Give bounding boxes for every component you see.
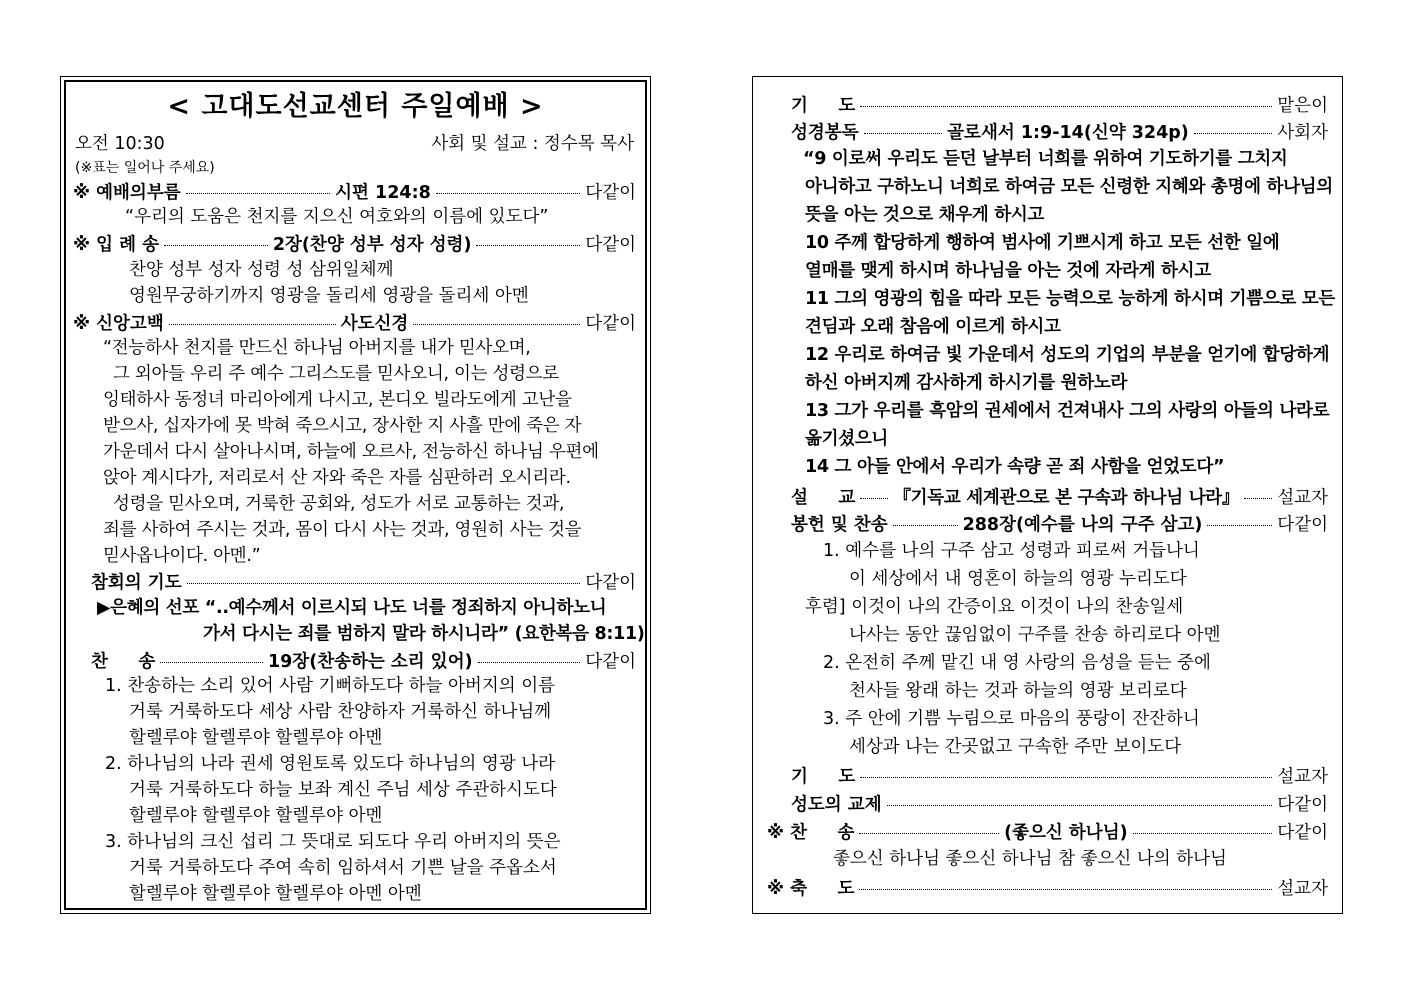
scripture-line: 11 그의 영광의 힘을 따라 모든 능력으로 능하게 하시며 기쁨으로 모든 [805,289,1336,309]
offering-hymn-line: 1. 예수를 나의 구주 삼고 성령과 피로써 거듭나니 [823,541,1200,561]
hymn-line: 할렐루야 할렐루야 할렐루야 아멘 [129,728,383,748]
leader-dots [859,833,999,834]
scripture-line: 14 그 아들 안에서 우리가 속량 곧 죄 사함을 얻었도다” [805,457,1225,477]
offering-hymn-line: 세상과 나는 간곳없고 구속한 주만 보이도다 [849,737,1182,757]
closing-hymn-text: 좋으신 하나님 좋으신 하나님 참 좋으신 나의 하나님 [833,849,1227,869]
offering-hymn-line: 3. 주 안에 기쁨 누림으로 마음의 풍랑이 잔잔하니 [823,709,1200,729]
opening-song-row [73,230,636,256]
scripture-line: 하신 아버지께 감사하게 하시기를 원하노라 [805,373,1128,393]
opening-song-line: 찬양 성부 성자 성령 성 삼위일체께 [129,260,394,280]
hymn-line: 거룩 거룩하도다 세상 사람 찬양하자 거룩하신 하나님께 [129,702,552,722]
hymn-line: 할렐루야 할렐루야 할렐루야 아멘 [129,806,383,826]
offering-performer: 다같이 [1277,514,1329,535]
scripture-reading-row [791,118,1328,144]
benediction-label: ※ 축 도 [767,878,855,899]
scripture-reading-label: 성경봉독 [791,122,859,143]
service-time: 오전 10:30 [75,134,165,154]
scripture-line: 견딤과 오래 참음에 이르게 하시고 [805,317,1061,337]
scripture-line: 13 그가 우리를 흑암의 권세에서 건져내사 그의 사랑의 아들의 나라로 [805,401,1330,421]
leader-dots [169,324,336,325]
creed-line: 가운데서 다시 살아나시며, 하늘에 오르사, 전능하신 하나님 우편에 [103,442,599,462]
offering-hymn-line: 후렴] 이것이 나의 간증이요 이것이 나의 찬송일세 [805,597,1184,617]
hymn-line: 거룩 거룩하도다 주여 속히 임하셔서 기쁜 날을 주옵소서 [129,858,557,878]
repentance-prayer-label: 참회의 기도 [91,572,182,593]
scripture-reading-performer: 사회자 [1277,122,1329,143]
leader-dots [187,583,581,584]
opening-song-title: 2장(찬양 성부 성자 성령) [272,234,472,255]
closing-hymn-title: (좋으신 하나님) [1004,822,1128,843]
scripture-line: 아니하고 구하노니 너희로 하여금 모든 신령한 지혜와 총명에 하나님의 [805,177,1333,197]
leader-dots [864,133,943,134]
closing-hymn-performer: 다같이 [1277,822,1329,843]
closing-prayer-label: 기 도 [791,766,856,787]
offering-hymn-line: 나사는 동안 끊임없이 구주를 찬송 하리로다 아멘 [849,625,1221,645]
leader-dots [1207,525,1272,526]
scripture-line: 열매를 맺게 하시며 하나님을 아는 것에 자라게 하시고 [805,261,1211,281]
leader-dots [413,324,580,325]
scripture-line: “9 이로써 우리도 듣던 날부터 너희를 위하여 기도하기를 그치지 [803,149,1288,169]
scripture-line: 10 주께 합당하게 행하여 범사에 기쁘시게 하고 모든 선한 일에 [805,233,1280,253]
sermon-row [791,483,1328,509]
opening-song-performer: 다같이 [585,234,636,255]
standing-note: (※표는 일어나 주세요) [75,160,215,176]
creed-row [73,309,636,335]
prayer-row [791,91,1328,117]
offering-label: 봉헌 및 찬송 [791,514,888,535]
grace-declaration-line: ▶은혜의 선포 “..예수께서 이르시되 나도 너를 정죄하지 아니하노니 [97,598,607,618]
leader-dots [478,662,581,663]
right-bulletin-panel [752,76,1343,914]
leader-dots [860,106,1272,107]
scripture-reading-passage: 골로새서 1:9-14(신약 324p) [947,122,1189,143]
service-leader: 사회 및 설교 : 정수목 목사 [431,134,634,154]
offering-hymn-line: 이 세상에서 내 영혼이 하늘의 영광 누리도다 [849,569,1187,589]
offering-hymn-line: 천사들 왕래 하는 것과 하늘의 영광 보리로다 [849,681,1187,701]
creed-line: 받으사, 십자가에 못 박혀 죽으시고, 장사한 지 사흘 만에 죽은 자 [103,416,582,436]
hymn-line: 거룩 거룩하도다 하늘 보좌 계신 주님 세상 주관하시도다 [129,780,557,800]
hymn-title: 19장(찬송하는 소리 있어) [267,651,473,672]
hymn-row [91,647,636,673]
creed-title: 사도신경 [340,313,409,334]
call-to-worship-performer: 다같이 [585,182,636,203]
hymn-line: 할렐루야 할렐루야 할렐루야 아멘 아멘 [129,884,422,904]
fellowship-performer: 다같이 [1277,794,1328,815]
offering-hymn-line: 2. 온전히 주께 맡긴 내 영 사랑의 음성을 듣는 중에 [823,653,1211,673]
hymn-line: 3. 하나님의 크신 섭리 그 뜻대로 되도다 우리 아버지의 뜻은 [105,832,561,852]
sermon-title: 『기독교 세계관으로 본 구속과 하나님 나라』 [893,487,1240,508]
bulletin-title: < 고대도선교센터 주일예배 > [167,91,544,122]
creed-line: 죄를 사하여 주시는 것과, 몸이 다시 사는 것과, 영원히 사는 것을 [103,520,582,540]
closing-prayer-row [791,762,1328,788]
call-to-worship-label: ※ 예배의부름 [73,182,181,203]
scripture-line: 뜻을 아는 것으로 채우게 하시고 [805,205,1045,225]
creed-line: 그 외아들 우리 주 예수 그리스도를 믿사오니, 이는 성령으로 [113,364,559,384]
benediction-performer: 설교자 [1277,878,1328,899]
creed-line: 앉아 계시다가, 저리로서 산 자와 죽은 자를 심판하러 오시리라. [103,468,571,488]
leader-dots [893,525,958,526]
benediction-row [767,874,1328,900]
repentance-prayer-row [91,568,636,594]
opening-song-line: 영원무궁하기까지 영광을 돌리세 영광을 돌리세 아멘 [129,286,529,306]
sermon-label: 설 교 [791,487,856,508]
fellowship-row [791,790,1328,816]
hymn-line: 2. 하나님의 나라 권세 영원토록 있도다 하나님의 영광 나라 [105,754,556,774]
creed-label: ※ 신앙고백 [73,313,164,334]
hymn-performer: 다같이 [585,651,636,672]
closing-prayer-performer: 설교자 [1277,766,1328,787]
opening-song-label: ※ 입 례 송 [73,234,160,255]
call-to-worship-passage: 시편 124:8 [335,182,431,203]
leader-dots [859,889,1272,890]
leader-dots [186,193,331,194]
leader-dots [1244,498,1272,499]
creed-line: 믿사옵나이다. 아멘.” [103,546,261,566]
leader-dots [160,662,263,663]
prayer-label: 기 도 [791,95,856,116]
creed-line: “전능하사 천지를 만드신 하나님 아버지를 내가 믿사오며, [103,338,531,358]
fellowship-label: 성도의 교제 [791,794,882,815]
leader-dots [164,245,268,246]
offering-row [791,510,1328,536]
leader-dots [476,245,580,246]
creed-performer: 다같이 [585,313,637,334]
leader-dots [860,777,1272,778]
creed-line: 성령을 믿사오며, 거룩한 공회와, 성도가 서로 교통하는 것과, [113,494,565,514]
leader-dots [1194,133,1273,134]
scripture-line: 옮기셨으니 [805,429,889,449]
call-to-worship-text: “우리의 도움은 천지를 지으신 여호와의 이름에 있도다” [125,207,549,227]
call-to-worship-row [73,178,636,204]
repentance-prayer-performer: 다같이 [585,572,636,593]
leader-dots [436,193,581,194]
prayer-performer: 맡은이 [1277,95,1328,116]
creed-line: 잉태하사 동정녀 마리아에게 나시고, 본디오 빌라도에게 고난을 [103,390,572,410]
leader-dots [1133,833,1273,834]
leader-dots [860,498,888,499]
hymn-label: 찬 송 [91,651,156,672]
sermon-performer: 설교자 [1277,487,1328,508]
hymn-line: 1. 찬송하는 소리 있어 사람 기뻐하도다 하늘 아버지의 이름 [105,676,556,696]
grace-declaration-line: 가서 다시는 죄를 범하지 말라 하시니라” (요한복음 8:11) [203,624,645,644]
leader-dots [887,805,1273,806]
offering-hymn-title: 288장(예수를 나의 구주 삼고) [962,514,1203,535]
scripture-line: 12 우리로 하여금 빛 가운데서 성도의 기업의 부분을 얻기에 합당하게 [805,345,1330,365]
left-bulletin-panel [60,76,651,914]
closing-hymn-label: ※ 찬 송 [767,822,855,843]
closing-hymn-row [767,818,1328,844]
